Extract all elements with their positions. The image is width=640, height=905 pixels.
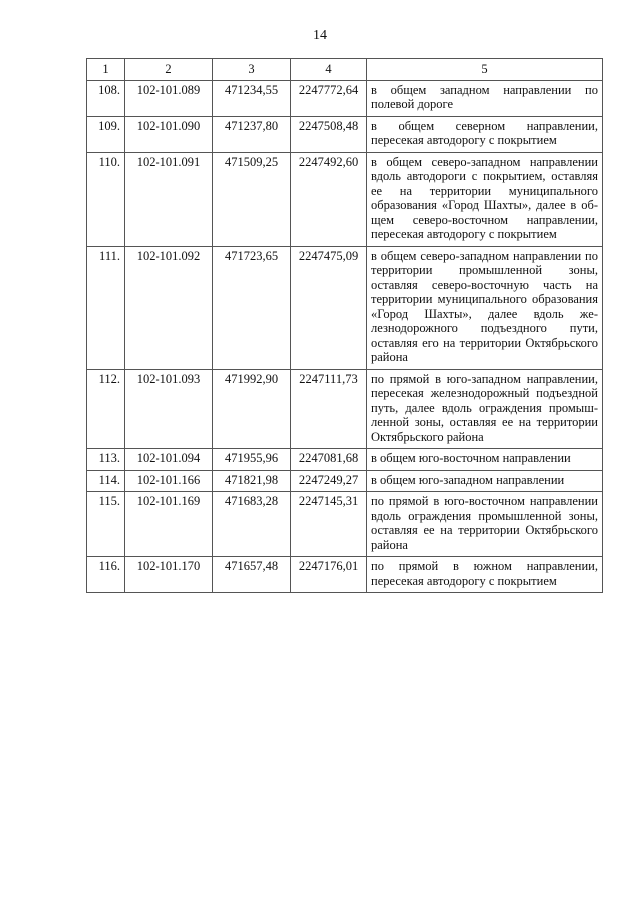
- coordinate-y-cell: 2247475,09: [291, 246, 367, 369]
- direction-description-cell: в общем западном направлении по полевой дороге: [367, 80, 603, 116]
- header-cell: 1: [87, 59, 125, 81]
- point-code-cell: 102-101.166: [125, 470, 213, 492]
- table-header-row: [87, 59, 603, 81]
- row-number-cell: 112.: [87, 369, 125, 449]
- point-code-cell: 102-101.092: [125, 246, 213, 369]
- coordinate-x-cell: 471821,98: [213, 470, 291, 492]
- coordinate-x-cell: 471992,90: [213, 369, 291, 449]
- direction-description-cell: в общем юго-западном направлении: [367, 470, 603, 492]
- boundary-table: [86, 58, 603, 593]
- direction-description-cell: по прямой в южном направлении, пересекая автодорогу с покрытием: [367, 557, 603, 593]
- coordinate-y-cell: 2247111,73: [291, 369, 367, 449]
- table-row: [87, 470, 603, 492]
- direction-description-cell: в общем северном направлении, пересекая автодорогу с покрытием: [367, 116, 603, 152]
- table-row: [87, 449, 603, 471]
- table-row: [87, 80, 603, 116]
- coordinate-y-cell: 2247492,60: [291, 152, 367, 246]
- coordinate-y-cell: 2247508,48: [291, 116, 367, 152]
- table-row: [87, 557, 603, 593]
- point-code-cell: 102-101.094: [125, 449, 213, 471]
- coordinate-y-cell: 2247145,31: [291, 492, 367, 557]
- row-number-cell: 108.: [87, 80, 125, 116]
- table-row: [87, 492, 603, 557]
- direction-description-cell: в общем юго-восточном направлении: [367, 449, 603, 471]
- coordinate-x-cell: 471657,48: [213, 557, 291, 593]
- row-number-cell: 116.: [87, 557, 125, 593]
- point-code-cell: 102-101.170: [125, 557, 213, 593]
- table-row: [87, 152, 603, 246]
- point-code-cell: 102-101.093: [125, 369, 213, 449]
- coordinate-y-cell: 2247249,27: [291, 470, 367, 492]
- coordinate-y-cell: 2247176,01: [291, 557, 367, 593]
- row-number-cell: 109.: [87, 116, 125, 152]
- row-number-cell: 114.: [87, 470, 125, 492]
- row-number-cell: 113.: [87, 449, 125, 471]
- table-row: [87, 369, 603, 449]
- table-row: [87, 116, 603, 152]
- header-cell: 2: [125, 59, 213, 81]
- direction-description-cell: в общем северо-западном направлении вдоль автодороги с покрытием, оставляя ее на территории муниципального образования «Город Шахты», далее в общем северо-восточном направлении, пересекая автодорогу с покрытием: [367, 152, 603, 246]
- header-cell: 5: [367, 59, 603, 81]
- row-number-cell: 111.: [87, 246, 125, 369]
- header-cell: 4: [291, 59, 367, 81]
- row-number-cell: 110.: [87, 152, 125, 246]
- direction-description-cell: по прямой в юго-восточном направлении вдоль ограждения промышленной зоны, оставляя ее на территории Октябрьского района: [367, 492, 603, 557]
- row-number-cell: 115.: [87, 492, 125, 557]
- coordinate-x-cell: 471234,55: [213, 80, 291, 116]
- table-row: [87, 246, 603, 369]
- coordinate-x-cell: 471683,28: [213, 492, 291, 557]
- point-code-cell: 102-101.169: [125, 492, 213, 557]
- direction-description-cell: по прямой в юго-западном направлении, пересекая железнодорожный подъездной путь, далее вдоль ограждения промышленной зоны, оставляя ее на территории Октябрьского района: [367, 369, 603, 449]
- point-code-cell: 102-101.091: [125, 152, 213, 246]
- direction-description-cell: в общем северо-западном направлении по территории промышленной зоны, оставляя северо-восточную часть на территории муниципального образования «Город Шахты», далее вдоль железнодорожного подъездного пути, оставляя его на территории Октябрьского района: [367, 246, 603, 369]
- coordinate-x-cell: 471237,80: [213, 116, 291, 152]
- point-code-cell: 102-101.089: [125, 80, 213, 116]
- coordinate-y-cell: 2247772,64: [291, 80, 367, 116]
- header-cell: 3: [213, 59, 291, 81]
- point-code-cell: 102-101.090: [125, 116, 213, 152]
- page-number: 14: [313, 28, 327, 43]
- coordinate-x-cell: 471723,65: [213, 246, 291, 369]
- coordinate-x-cell: 471955,96: [213, 449, 291, 471]
- coordinate-x-cell: 471509,25: [213, 152, 291, 246]
- coordinate-y-cell: 2247081,68: [291, 449, 367, 471]
